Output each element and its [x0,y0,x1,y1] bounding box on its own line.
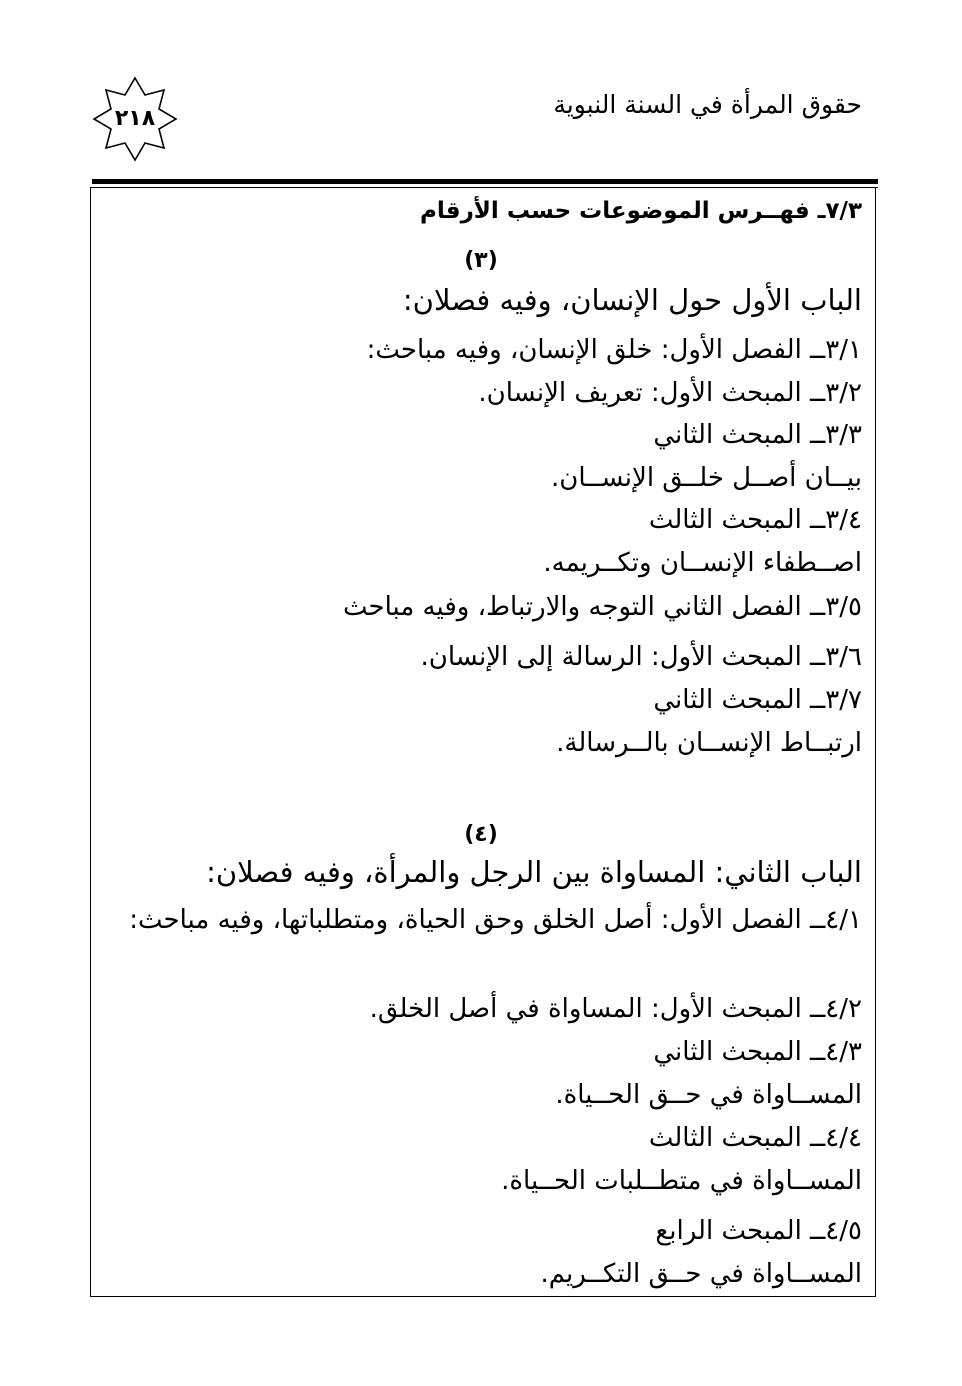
index-entry: ٤/٥ــ المبحث الرابع [655,1216,862,1246]
index-entry: المســاواة في متطــلبات الحــياة. [501,1166,862,1196]
index-entry: ٣/٧ــ المبحث الثاني [653,685,862,715]
index-entry: ارتبــاط الإنســان بالــرسالة. [556,728,862,758]
chapter-4-number: (٤) [464,822,498,847]
index-entry: بيــان أصــل خلــق الإنســان. [551,463,862,493]
index-entry: ٣/٣ــ المبحث الثاني [653,420,862,450]
index-entry: ٤/١ــ الفصل الأول: أصل الخلق وحق الحياة، ومتطلباتها، وفيه مباحث: [129,905,862,935]
chapter-4-title: الباب الثاني: المساواة بين الرجل والمرأة، وفيه فصلان: [206,855,862,889]
index-entry: ٤/٤ــ المبحث الثالث [648,1123,862,1153]
index-entry: ٣/٥ــ الفصل الثاني التوجه والارتباط، وفيه مباحث [343,592,862,622]
index-entry: المســاواة في حــق التكــريم. [540,1259,862,1289]
index-entry: اصــطفاء الإنســان وتكــريمه. [543,548,862,578]
page-title: حقوق المرأة في السنة النبوية [553,90,862,119]
chapter-3-number: (٣) [464,248,498,273]
index-entry: ٤/٢ــ المبحث الأول: المساواة في أصل الخلق. [369,994,862,1024]
index-entry: ٣/٤ــ المبحث الثالث [648,505,862,535]
page-number-badge [92,76,178,162]
chapter-number [0,820,962,850]
header-rule [92,179,878,184]
index-entry: المســاواة في حــق الحــياة. [555,1080,862,1110]
index-entry: ٤/٣ــ المبحث الثاني [653,1037,862,1067]
index-entry: ٣/٢ــ المبحث الأول: تعريف الإنسان. [478,378,862,408]
chapter-number [0,246,962,276]
index-entry: ٣/٦ــ المبحث الأول: الرسالة إلى الإنسان. [420,642,862,672]
index-entry: ٣/١ــ الفصل الأول: خلق الإنسان، وفيه مباحث: [366,335,862,365]
page-number: ٢١٨ [114,106,156,131]
chapter-3-title: الباب الأول حول الإنسان، وفيه فصلان: [402,283,862,317]
section-heading: ٧/٣ـ فهــرس الموضوعات حسب الأرقام [420,198,862,224]
